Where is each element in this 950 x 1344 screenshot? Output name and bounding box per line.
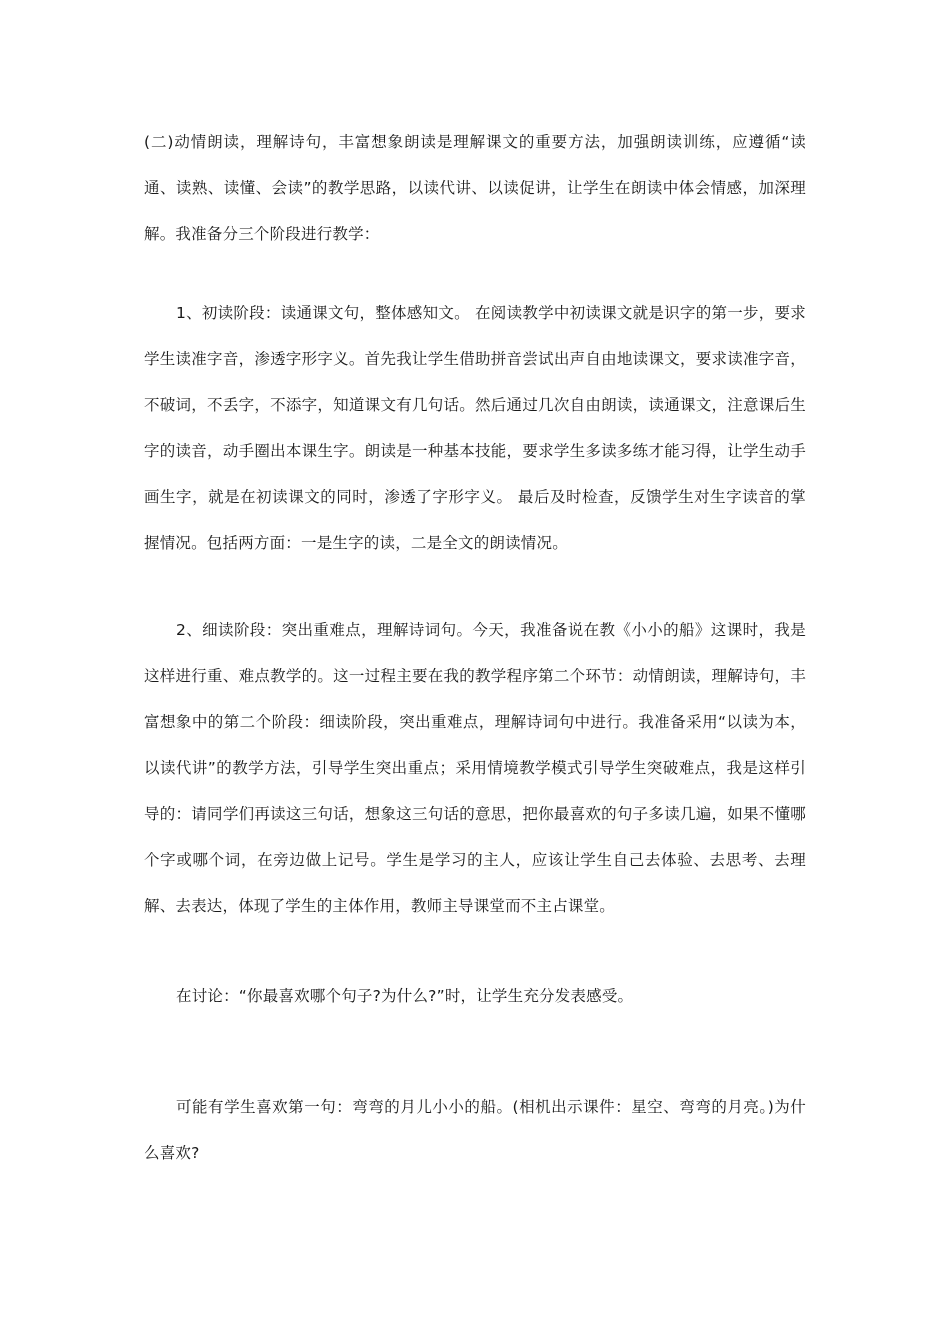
paragraph-reading-method: (二)动情朗读，理解诗句，丰富想象朗读是理解课文的重要方法，加强朗读训练，应遵循“读通、读熟、读懂、会读”的教学思路，以读代讲、以读促讲，让学生在朗读中体会情感，加深理解。我准备分三个阶段进行教学： <box>144 133 806 243</box>
paragraph-discussion: 在讨论：“你最喜欢哪个句子?为什么?”时，让学生充分发表感受。 <box>176 987 634 1005</box>
paragraph-first-reading-stage: 1、初读阶段：读通课文句，整体感知文。 在阅读教学中初读课文就是识字的第一步，要求学生读准字音，渗透字形字义。首先我让学生借助拼音尝试出声自由地读课文，要求读准字音，不破词，不丢字，不添字，知道课文有几句话。然后通过几次自由朗读，读通课文，注意课后生字的读音，动手圈出本课生字。朗读是一种基本技能，要求学生多读多练才能习得，让学生动手画生字，就是在初读课文的同时，渗透了字形字义。 最后及时检查，反馈学生对生字读音的掌握情况。包括两方面：一是生字的读，二是全文的朗读情况。 <box>144 304 806 552</box>
paragraph-first-sentence: 可能有学生喜欢第一句：弯弯的月儿小小的船。(相机出示课件：星空、弯弯的月亮。)为什么喜欢? <box>144 1098 806 1162</box>
paragraph-close-reading-stage: 2、细读阶段：突出重难点，理解诗词句。今天，我准备说在教《小小的船》这课时，我是这样进行重、难点教学的。这一过程主要在我的教学程序第二个环节：动情朗读，理解诗句，丰富想象中的第二个阶段：细读阶段，突出重难点，理解诗词句中进行。我准备采用“以读为本，以读代讲”的教学方法，引导学生突出重点；采用情境教学模式引导学生突破难点，我是这样引导的：请同学们再读这三句话，想象这三句话的意思，把你最喜欢的句子多读几遍，如果不懂哪个字或哪个词，在旁边做上记号。学生是学习的主人，应该让学生自己去体验、去思考、去理解、去表达，体现了学生的主体作用，教师主导课堂而不主占课堂。 <box>144 621 806 915</box>
